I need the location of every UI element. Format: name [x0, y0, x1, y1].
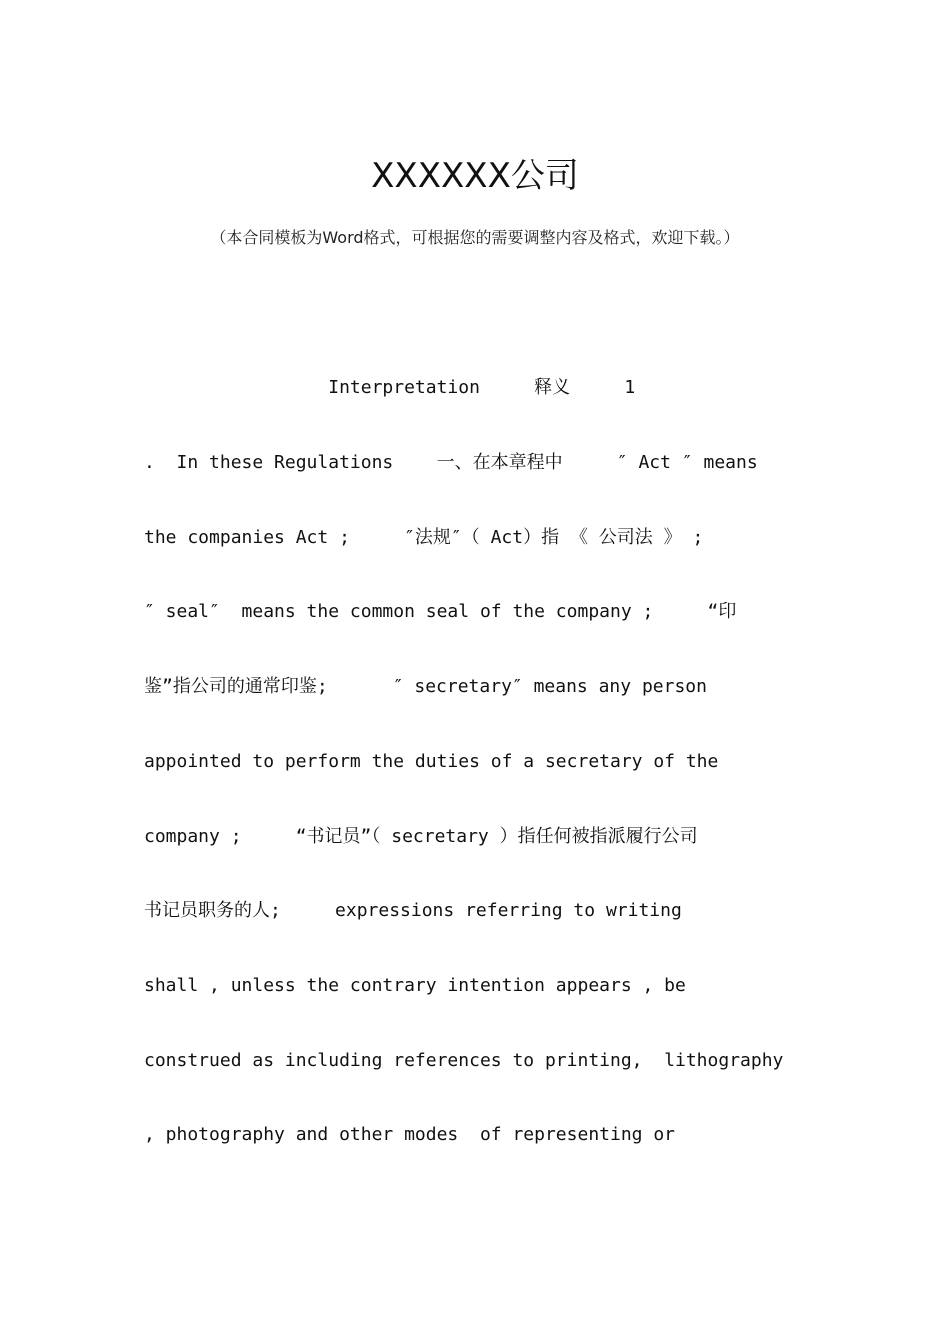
text-line: ″ seal″ means the common seal of the company ; “印: [144, 601, 737, 622]
text-line: 鉴”指公司的通常印鉴; ″ secretary″ means any person: [144, 676, 707, 697]
text-line: . In these Regulations 一、在本章程中 ″ Act ″ means: [144, 452, 758, 473]
document-title: XXXXXX公司: [371, 156, 579, 196]
document-subtitle: （本合同模板为Word格式，可根据您的需要调整内容及格式，欢迎下载。）: [210, 228, 740, 247]
text-line: the companies Act ; ″法规″（ Act）指 《 公司法 》 ;: [144, 527, 704, 548]
text-line: shall , unless the contrary intention appears , be: [144, 975, 686, 996]
text-line: , photography and other modes of representing or: [144, 1124, 676, 1145]
text-line: company ; “书记员”（ secretary ）指任何被指派履行公司: [144, 826, 698, 847]
text-line: Interpretation 释义 1: [144, 377, 636, 398]
text-line: 书记员职务的人; expressions referring to writing: [144, 900, 682, 921]
text-line: construed as including references to printing, lithography: [144, 1050, 784, 1071]
text-line: appointed to perform the duties of a secretary of the: [144, 751, 719, 772]
